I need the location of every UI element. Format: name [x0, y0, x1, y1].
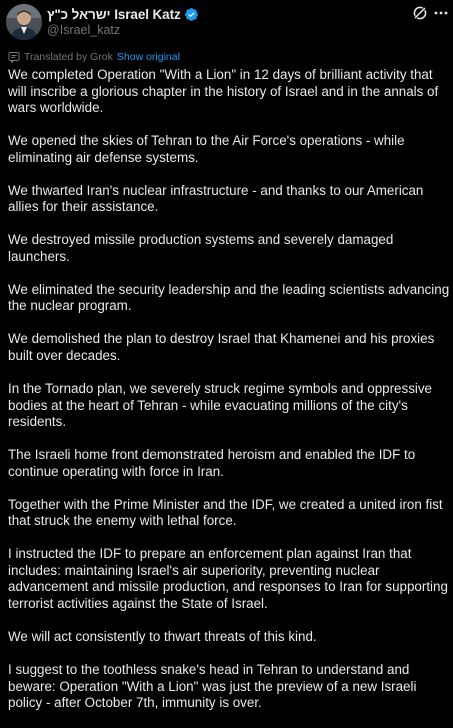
- avatar[interactable]: [6, 4, 42, 40]
- tweet-paragraph: I instructed the IDF to prepare an enforcement plan against Iran that includes: maintaining Israel's air superiority, preventing nuclear advancement and missile production, and responses to Iran for supporting terrorist activities against the State of Israel.: [8, 546, 448, 611]
- tweet-paragraph: In the Tornado plan, we severely struck regime symbols and oppressive bodies at the heart of Tehran - while evacuating millions of the city's residents.: [8, 381, 433, 430]
- tweet-paragraph: The Israeli home front demonstrated heroism and enabled the IDF to continue operating with force in Iran.: [8, 447, 416, 479]
- tweet-paragraph: We completed Operation "With a Lion" in 12 days of brilliant activity that will inscribe a glorious chapter in the history of Israel and in the annals of wars worldwide.: [8, 67, 439, 115]
- tweet-paragraph: We will act consistently to thwart threats of this kind.: [8, 628, 317, 644]
- translate-icon: [8, 51, 20, 63]
- author-handle[interactable]: @Israel_katz: [47, 23, 121, 37]
- more-options-icon[interactable]: [433, 5, 449, 21]
- tweet-paragraph: I suggest to the toothless snake's head in Tehran to understand and beware: Operation "With a Lion" was just the preview of a new Israeli policy - after October 7th, immunity is over.: [8, 662, 417, 711]
- tweet-paragraph: We thwarted Iran's nuclear infrastructure - and thanks to our American allies for their assistance.: [8, 182, 424, 215]
- display-name[interactable]: ישראל כ"ץ Israel Katz: [47, 6, 181, 22]
- tweet-paragraph: We opened the skies of Tehran to the Air Force's operations - while eliminating air defense systems.: [8, 133, 405, 165]
- translation-notice: [8, 50, 180, 64]
- verified-badge-icon: [184, 7, 199, 22]
- tweet-paragraph: We demolished the plan to destroy Israel that Khamenei and his proxies built over decades.: [8, 331, 435, 363]
- author-name-row[interactable]: [47, 5, 199, 23]
- tweet-paragraph: Together with the Prime Minister and the IDF, we created a united iron fist that struck the enemy with lethal force.: [8, 496, 443, 529]
- tweet-text: [8, 67, 450, 728]
- show-original-link[interactable]: Show original: [116, 51, 180, 63]
- tweet-paragraph: We destroyed missile production systems and severely damaged launchers.: [8, 232, 394, 264]
- tweet-header: [0, 0, 453, 44]
- translated-by-label: Translated by Grok: [24, 51, 113, 63]
- grok-logo-icon[interactable]: [412, 5, 428, 21]
- tweet-paragraph: We eliminated the security leadership and the leading scientists advancing the nuclear program.: [8, 281, 450, 314]
- person-avatar-icon: [6, 4, 42, 40]
